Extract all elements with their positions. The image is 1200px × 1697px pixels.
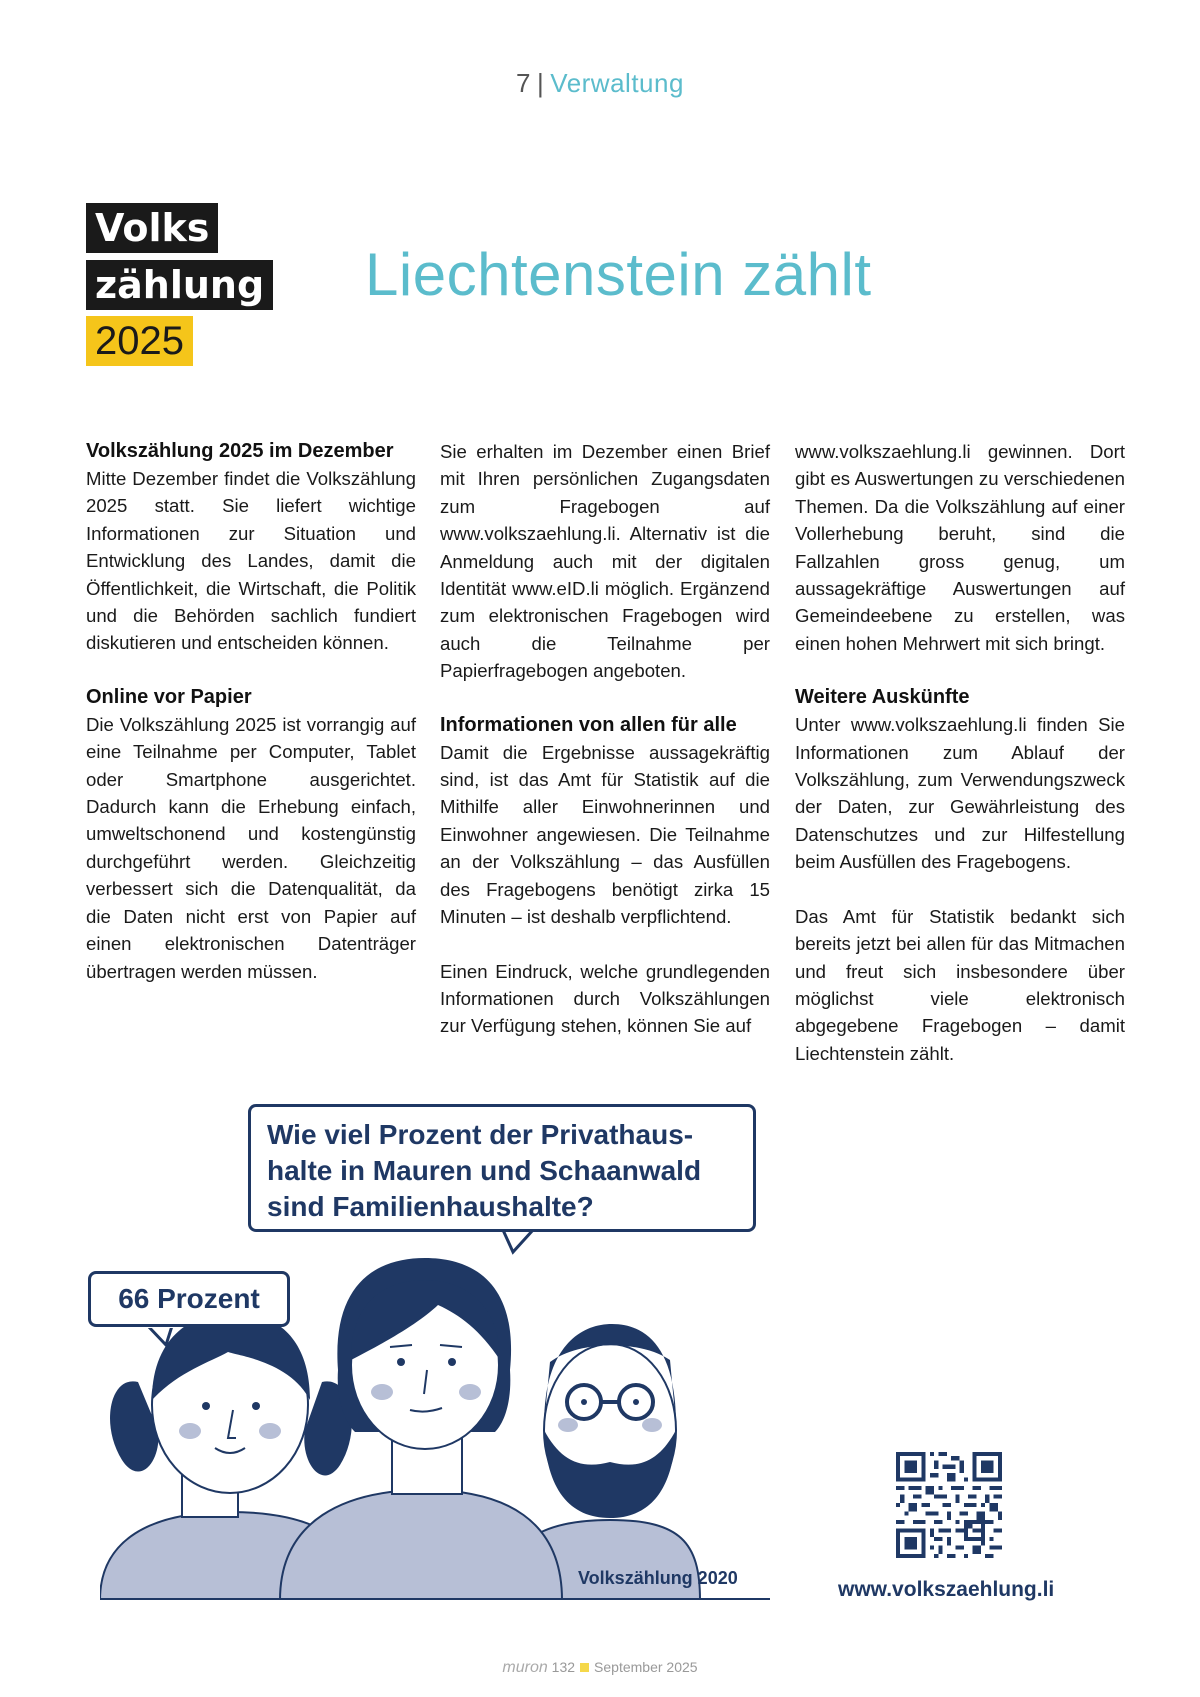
illustration-caption: Volkszählung 2020 (578, 1568, 738, 1588)
bubble-tail-small (148, 1326, 172, 1345)
heading-weitere-auskuenfte: Weitere Auskünfte (795, 686, 970, 709)
section-title: Verwaltung (550, 68, 684, 98)
heading-informationen-von-allen: Informationen von allen für alle (440, 713, 737, 736)
paragraph: Sie erhalten im Dezember einen Brief mit Ihren persönlichen Zugangsdaten zum Fragebogen auf www.volkszaehlung.li. Alternativ ist die Anmeldung auch mit der digitalen Identität www.eID.li möglich. Ergänzend zum elektronischen Fragebogen wird auch die Teilnahme per Papierfragebogen angeboten. (440, 441, 770, 682)
question-line-3: sind Familienhaushalte? (267, 1191, 594, 1222)
bubble-tail-big (503, 1230, 533, 1252)
paragraph: Unter www.volkszaehlung.li finden Sie Informationen zum Ablauf der Volkszählung, zum Verwendungszweck der Daten, zur Gewährleistung des Datenschutzes und zur Hilfestellung beim Ausfüllen des Fragebogens. (795, 714, 1125, 873)
question-line-2: halte in Mauren und Schaanwald (267, 1155, 702, 1186)
logo-line-year: 2025 (86, 316, 193, 366)
text-column-2 (440, 438, 770, 1067)
question-speech-bubble (248, 1104, 756, 1232)
logo-line-volks: Volks (86, 203, 218, 253)
paragraph: Damit die Ergebnisse aussagekräftig sind, ist das Amt für Statistik auf die Mithilfe aller Einwohnerinnen und Einwohner angewiesen. Die Teilnahme an der Volkszählung – das Ausfüllen des Fragebogens benötigt zirka 15 Minuten – ist deshalb verpflichtend. (440, 741, 770, 928)
article-title: Liechtenstein zählt (365, 241, 872, 308)
paragraph: www.volkszaehlung.li gewinnen. Dort gibt es Auswertungen zu verschiedenen Themen. Da die Volkszählung auf einer Vollerhebung beruht, sind die Fallzahlen gross genug, um aussagekräftige Auswertungen auf Gemeindeebene zu erstellen, was einen hohen Mehrwert mit sich bringt. (795, 441, 1125, 654)
magazine-name: muron (502, 1659, 548, 1676)
heading-online-vor-papier: Online vor Papier (86, 685, 252, 708)
issue-date: September 2025 (594, 1659, 698, 1675)
text-column-3 (795, 438, 1125, 1094)
question-line-1: Wie viel Prozent der Privathaus- (267, 1119, 694, 1150)
paragraph: Das Amt für Statistik bedankt sich bereits jetzt bei allen für das Mitmachen und freut sich insbesondere über möglichst viele elektronisch abgegebene Fragebogen – damit Liechtenstein zählt. (795, 905, 1125, 1064)
header-separator: | (537, 68, 545, 98)
page-footer (0, 1659, 1200, 1677)
logo-line-zaehlung: zählung (86, 260, 273, 310)
text-column-1 (86, 438, 416, 1012)
paragraph: Mitte Dezember findet die Volkszählung 2025 statt. Sie liefert wichtige Informationen zur Situation und Entwicklung des Landes, damit die Öffentlichkeit, die Wirtschaft, die Politik und die Behörden sachlich fundiert diskutieren und entscheiden können. (86, 468, 416, 654)
website-link[interactable]: www.volkszaehlung.li (838, 1578, 1055, 1601)
qr-code-icon[interactable] (896, 1452, 1002, 1558)
heading-volkszaehlung-dezember: Volkszählung 2025 im Dezember (86, 440, 394, 462)
page-header (0, 68, 1200, 99)
answer-speech-bubble: 66 Prozent (88, 1271, 290, 1327)
page-number: 7 (516, 68, 532, 98)
paragraph: Die Volkszählung 2025 ist vorrangig auf eine Teilnahme per Computer, Tablet oder Smartphone ausgerichtet. Dadurch kann die Erhebung einfach, umweltschonend und kostengünstig durchgeführt werden. Gleichzeitig verbessert sich die Datenqualität, da die Daten nicht erst von Papier auf einen elektronischen Datenträger übertragen werden müssen. (86, 713, 416, 982)
paragraph: Einen Eindruck, welche grundlegenden Informationen durch Volkszählungen zur Verfügung stehen, können Sie auf (440, 960, 770, 1037)
footer-square-icon (580, 1663, 589, 1672)
issue-number: 132 (551, 1659, 576, 1675)
